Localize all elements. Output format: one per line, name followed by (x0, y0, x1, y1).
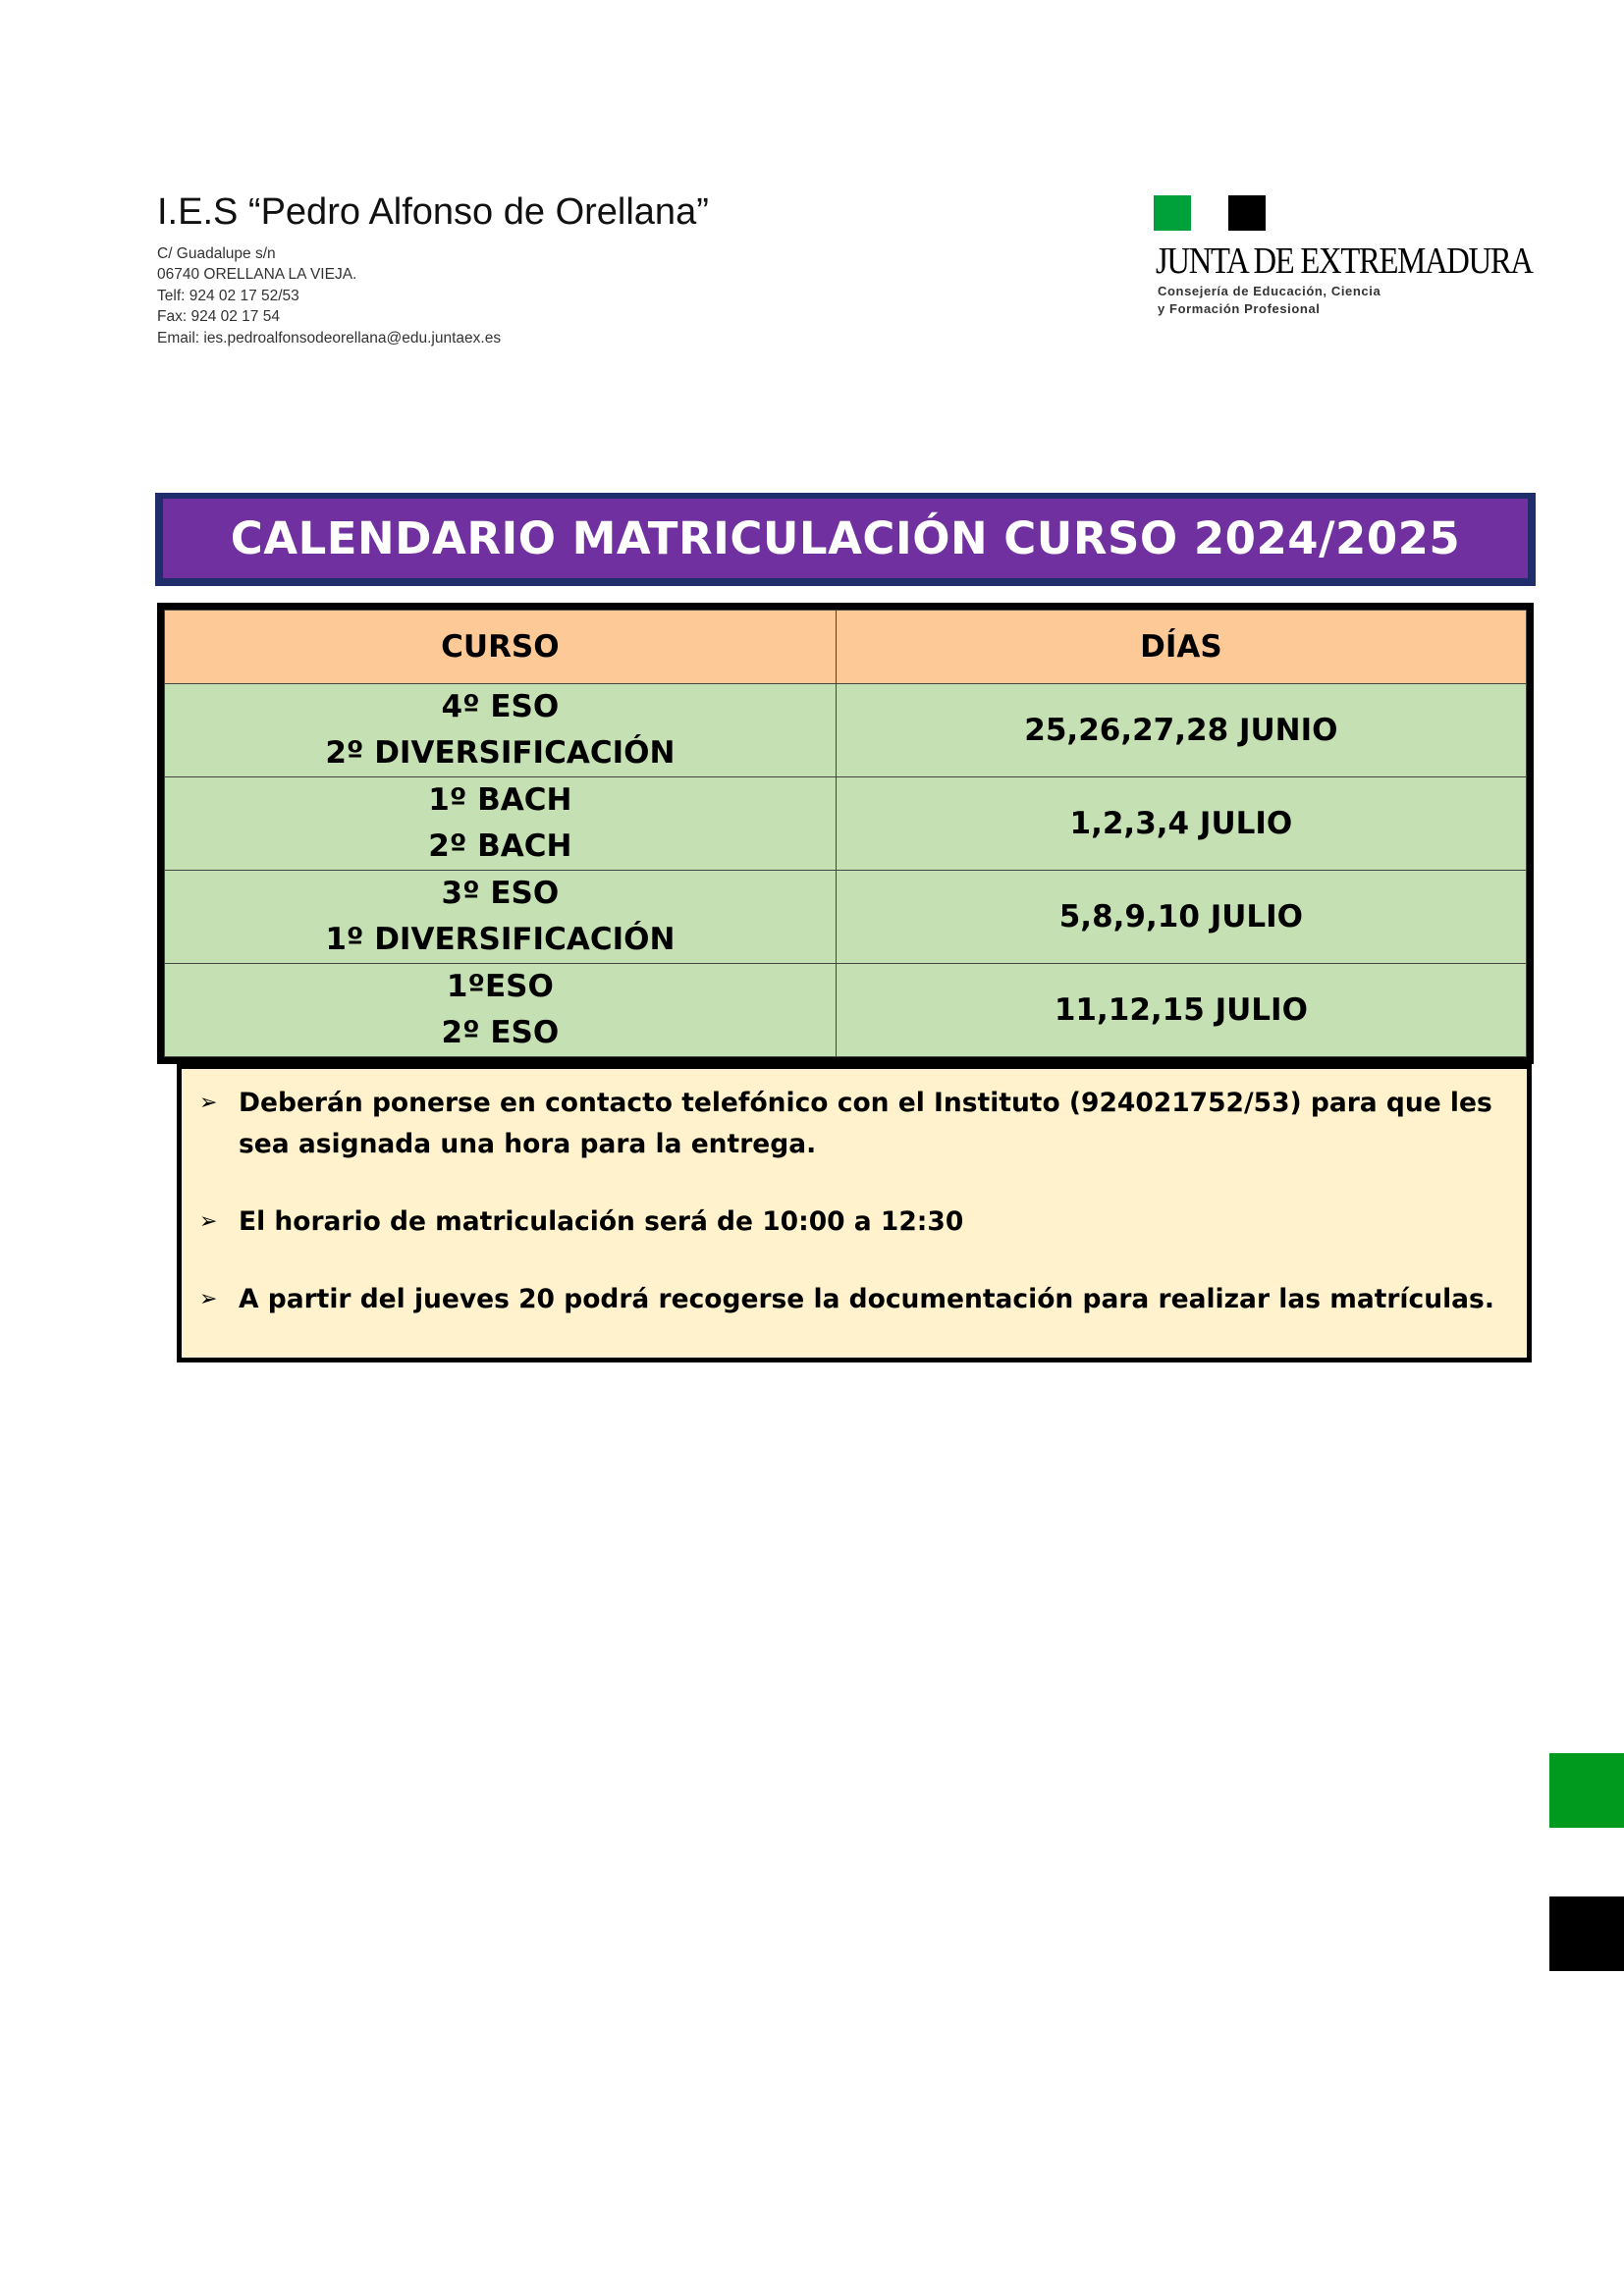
curso-line: 3º ESO (441, 876, 560, 911)
curso-line: 2º DIVERSIFICACIÓN (325, 735, 676, 771)
logo-subtitle-2: y Formación Profesional (1158, 301, 1321, 316)
notes-box (177, 1064, 1532, 1362)
logo-name: JUNTA DE EXTREMADURA (1156, 240, 1533, 282)
note-item (199, 1083, 1511, 1165)
logo-subtitle-1: Consejería de Educación, Ciencia (1158, 284, 1381, 298)
note-text: A partir del jueves 20 podrá recogerse la documentación para realizar las matrículas. (239, 1284, 1494, 1314)
curso-line: 2º BACH (428, 828, 572, 864)
table-row (165, 964, 1527, 1057)
school-phone: Telf: 924 02 17 52/53 (157, 287, 299, 304)
table-row (165, 871, 1527, 964)
note-item (199, 1201, 1511, 1243)
school-email: Email: ies.pedroalfonsodeorellana@edu.juntaex.es (157, 329, 502, 347)
header-curso: CURSO (165, 611, 837, 684)
curso-line: 1º DIVERSIFICACIÓN (325, 922, 676, 957)
curso-line: 2º ESO (441, 1015, 560, 1050)
note-text: El horario de matriculación será de 10:00 a 12:30 (239, 1206, 964, 1237)
table-row (165, 684, 1527, 777)
curso-cell (165, 684, 837, 777)
curso-line: 1ºESO (446, 969, 554, 1004)
arrow-bullet-icon: ➢ (199, 1209, 218, 1234)
enrollment-calendar-table (157, 603, 1534, 1064)
arrow-bullet-icon: ➢ (199, 1091, 218, 1115)
decorative-black-square (1549, 1896, 1624, 1971)
curso-line: 1º BACH (428, 782, 572, 818)
curso-cell (165, 777, 837, 871)
dias-cell: 1,2,3,4 JULIO (836, 777, 1526, 871)
dias-cell: 5,8,9,10 JULIO (836, 871, 1526, 964)
page-title: CALENDARIO MATRICULACIÓN CURSO 2024/2025 (163, 499, 1528, 578)
school-name: I.E.S “Pedro Alfonso de Orellana” (157, 191, 709, 233)
table-header-row (165, 611, 1527, 684)
header-dias: DÍAS (836, 611, 1526, 684)
decorative-green-square (1549, 1753, 1624, 1828)
logo-green-square (1154, 195, 1191, 231)
school-header (157, 192, 709, 348)
school-address-city: 06740 ORELLANA LA VIEJA. (157, 266, 357, 284)
dias-cell: 25,26,27,28 JUNIO (836, 684, 1526, 777)
table-row (165, 777, 1527, 871)
junta-extremadura-logo (1154, 195, 1533, 323)
dias-cell: 11,12,15 JULIO (836, 964, 1526, 1057)
note-item (199, 1279, 1511, 1320)
arrow-bullet-icon: ➢ (199, 1287, 218, 1311)
curso-line: 4º ESO (441, 689, 560, 724)
note-text: Deberán ponerse en contacto telefónico con el Instituto (924021752/53) para que les sea asignada una hora para la entrega. (239, 1088, 1492, 1159)
curso-cell (165, 871, 837, 964)
logo-black-square (1228, 195, 1266, 231)
school-fax: Fax: 924 02 17 54 (157, 308, 280, 326)
curso-cell (165, 964, 837, 1057)
title-banner (155, 493, 1536, 586)
school-address-street: C/ Guadalupe s/n (157, 244, 276, 262)
